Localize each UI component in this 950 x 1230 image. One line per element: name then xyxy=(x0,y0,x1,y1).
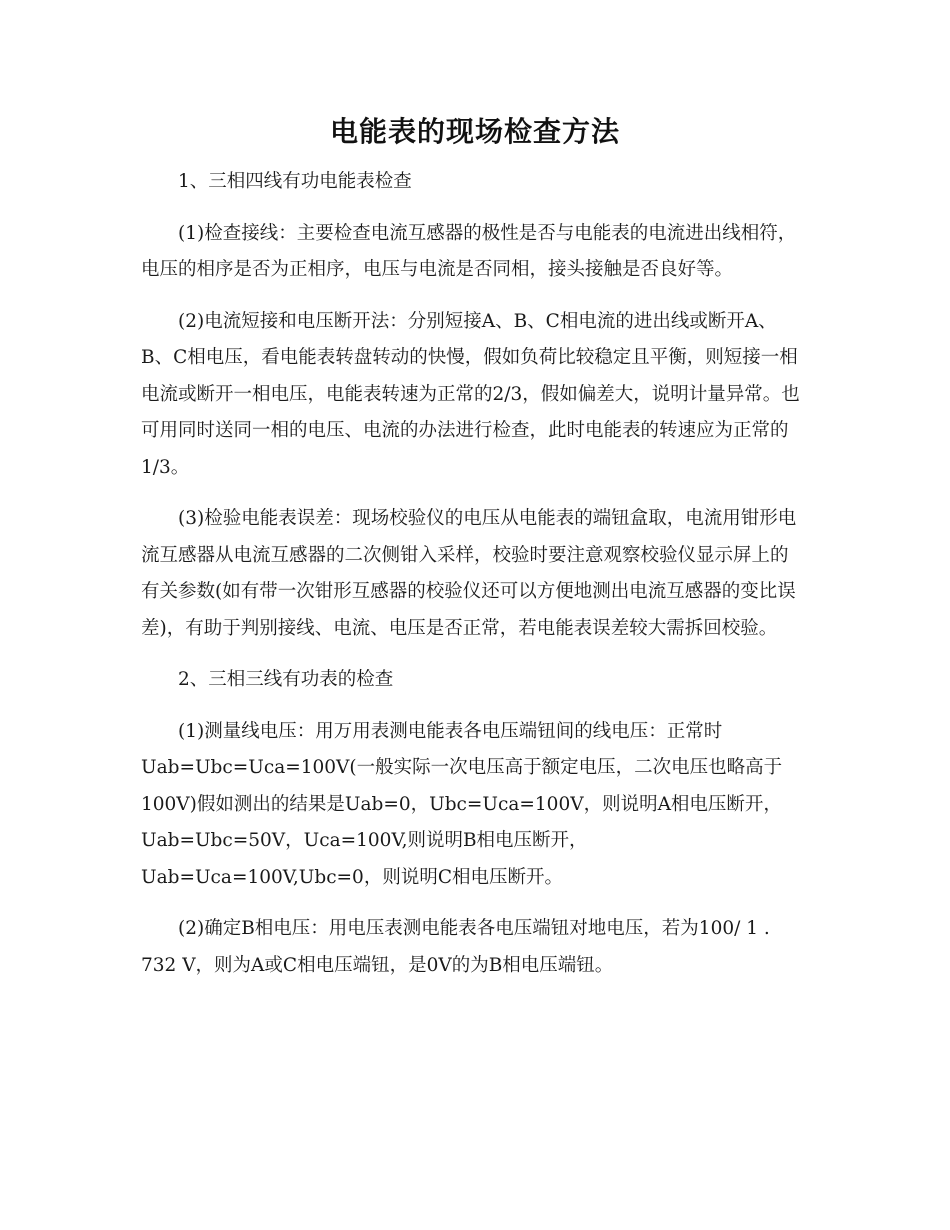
section-heading-1: 1、三相四线有功电能表检查 xyxy=(178,171,412,192)
document-body xyxy=(141,164,805,999)
paragraph-line-voltage: (1)测量线电压：用万用表测电能表各电压端钮间的线电压：正常时Uab=Ubc=Uca=100V(一般实际一次电压高于额定电压，二次电压也略高于100V)假如测出的结果是Uab=0，Ubc=Uca=100V，则说明A相电压断开，Uab=Ubc=50V，Uca=100V,则说明B相电压断开，Uab=Uca=100V,Ubc=0，则说明C相电压断开。 xyxy=(141,720,783,888)
paragraph-b-phase-voltage: (2)确定B相电压：用电压表测电能表各电压端钮对地电压，若为100/ 1 . 732 V，则为A或C相电压端钮，是0V的为B相电压端钮。 xyxy=(141,918,770,976)
section-heading-2: 2、三相三线有功表的检查 xyxy=(178,669,394,690)
document-title: 电能表的现场检查方法 xyxy=(329,115,620,148)
paragraph-check-wiring: (1)检查接线：主要检查电流互感器的极性是否与电能表的电流进出线相符，电压的相序是否为正相序，电压与电流是否同相，接头接触是否良好等。 xyxy=(141,222,797,280)
paragraph-short-circuit-method: (2)电流短接和电压断开法：分别短接A、B、C相电流的进出线或断开A、B、C相电压，看电能表转盘转动的快慢，假如负荷比较稳定且平衡，则短接一相电流或断开一相电压，电能表转速为正常的2/3，假如偏差大，说明计量异常。也可用同时送同一相的电压、电流的办法进行检查，此时电能表的转速应为正常的1/3。 xyxy=(141,310,800,478)
paragraph-meter-error-check: (3)检验电能表误差：现场校验仪的电压从电能表的端钮盒取，电流用钳形电流互感器从电流互感器的二次侧钳入采样，校验时要注意观察校验仪显示屏上的有关参数(如有带一次钳形互感器的校验仪还可以方便地测出电流互感器的变比误差)，有助于判别接线、电流、电压是否正常，若电能表误差较大需拆回校验。 xyxy=(141,508,797,639)
